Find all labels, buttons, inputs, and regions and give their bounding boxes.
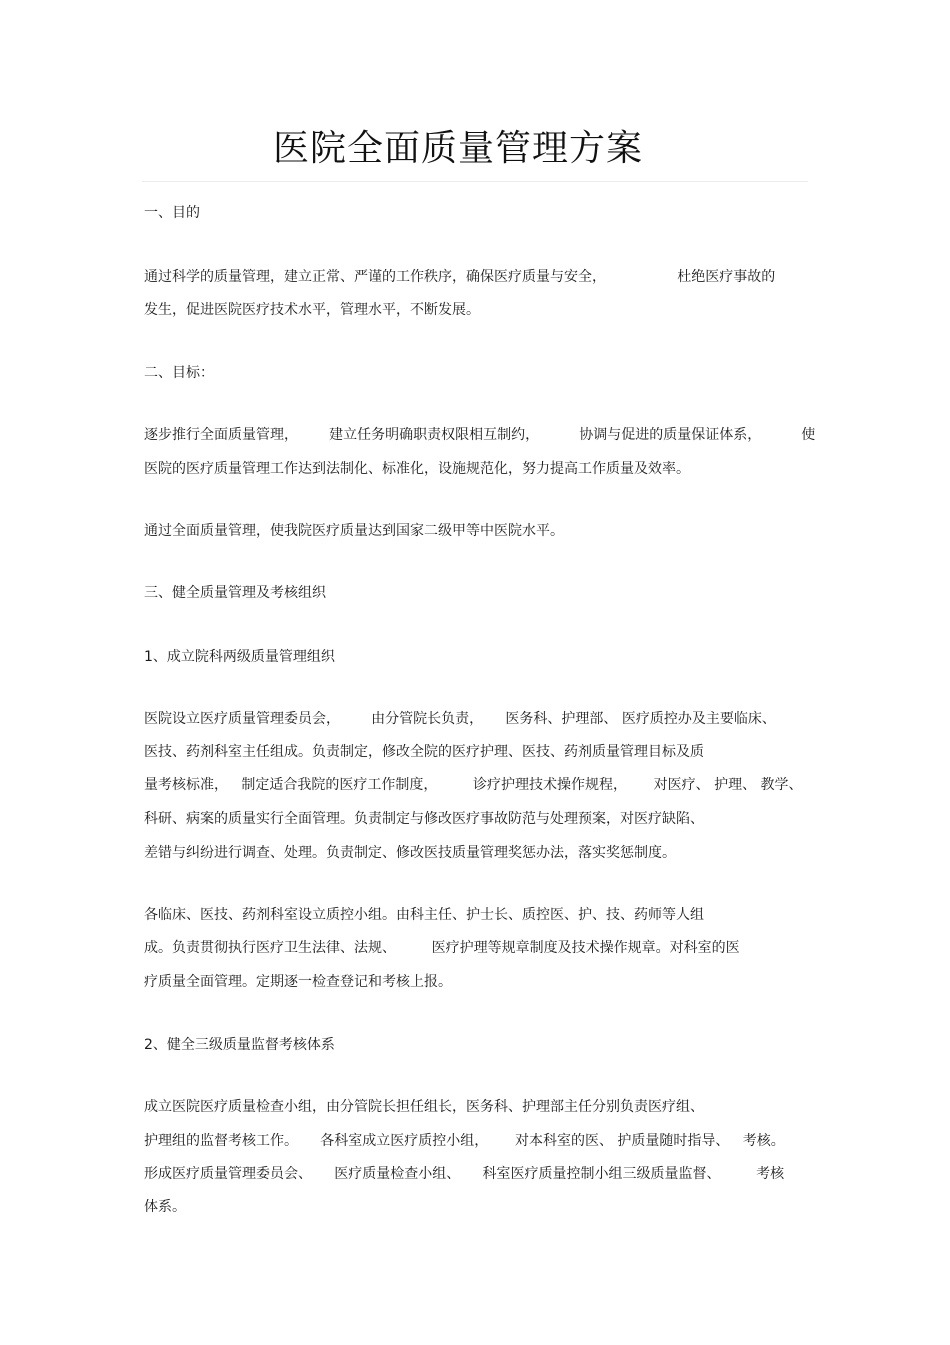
section-heading-organization: 三、健全质量管理及考核组织 (144, 585, 326, 601)
paragraph-line: 成。负责贯彻执行医疗卫生法律、法规、 医疗护理等规章制度及技术操作规章。对科室的医 (144, 940, 740, 956)
paragraph-line: 逐步推行全面质量管理， 建立任务明确职责权限相互制约， 协调与促进的质量保证体系， 使 (144, 427, 816, 443)
paragraph-line: 通过全面质量管理，使我院医疗质量达到国家二级甲等中医院水平。 (144, 523, 564, 539)
subsection-heading-2: 2、健全三级质量监督考核体系 (144, 1037, 335, 1053)
paragraph-line: 护理组的监督考核工作。 各科室成立医疗质控小组， 对本科室的医、 护质量随时指导、 考核。 (144, 1133, 785, 1149)
paragraph-line: 医院设立医疗质量管理委员会， 由分管院长负责， 医务科、护理部、 医疗质控办及主要临床、 (144, 711, 776, 727)
section-heading-goals: 二、目标： (144, 365, 214, 381)
paragraph-line: 发生，促进医院医疗技术水平，管理水平，不断发展。 (144, 302, 480, 318)
paragraph-line: 科研、病案的质量实行全面管理。负责制定与修改医疗事故防范与处理预案，对医疗缺陷、 (144, 811, 704, 827)
paragraph-line: 通过科学的质量管理，建立正常、严谨的工作秩序，确保医疗质量与安全， 杜绝医疗事故的 (144, 269, 776, 285)
paragraph-line: 疗质量全面管理。定期逐一检查登记和考核上报。 (144, 974, 452, 990)
document-title: 医院全面质量管理方案 (272, 128, 643, 169)
paragraph-line: 成立医院医疗质量检查小组，由分管院长担任组长，医务科、护理部主任分别负责医疗组、 (144, 1099, 704, 1115)
paragraph-line: 医院的医疗质量管理工作达到法制化、标准化，设施规范化，努力提高工作质量及效率。 (144, 461, 690, 477)
title-divider (142, 181, 808, 182)
section-heading-purpose: 一、目的 (144, 205, 200, 221)
paragraph-line: 医技、药剂科室主任组成。负责制定，修改全院的医疗护理、医技、药剂质量管理目标及质 (144, 744, 704, 760)
paragraph-line: 各临床、医技、药剂科室设立质控小组。由科主任、护士长、质控医、护、技、药师等人组 (144, 907, 704, 923)
subsection-heading-1: 1、成立院科两级质量管理组织 (144, 649, 335, 665)
paragraph-line: 形成医疗质量管理委员会、 医疗质量检查小组、 科室医疗质量控制小组三级质量监督、 考核 (144, 1166, 785, 1182)
paragraph-line: 体系。 (144, 1199, 186, 1215)
paragraph-line: 量考核标准， 制定适合我院的医疗工作制度， 诊疗护理技术操作规程， 对医疗、 护理、 教学、 (144, 777, 803, 793)
paragraph-line: 差错与纠纷进行调查、处理。负责制定、修改医技质量管理奖惩办法，落实奖惩制度。 (144, 845, 676, 861)
